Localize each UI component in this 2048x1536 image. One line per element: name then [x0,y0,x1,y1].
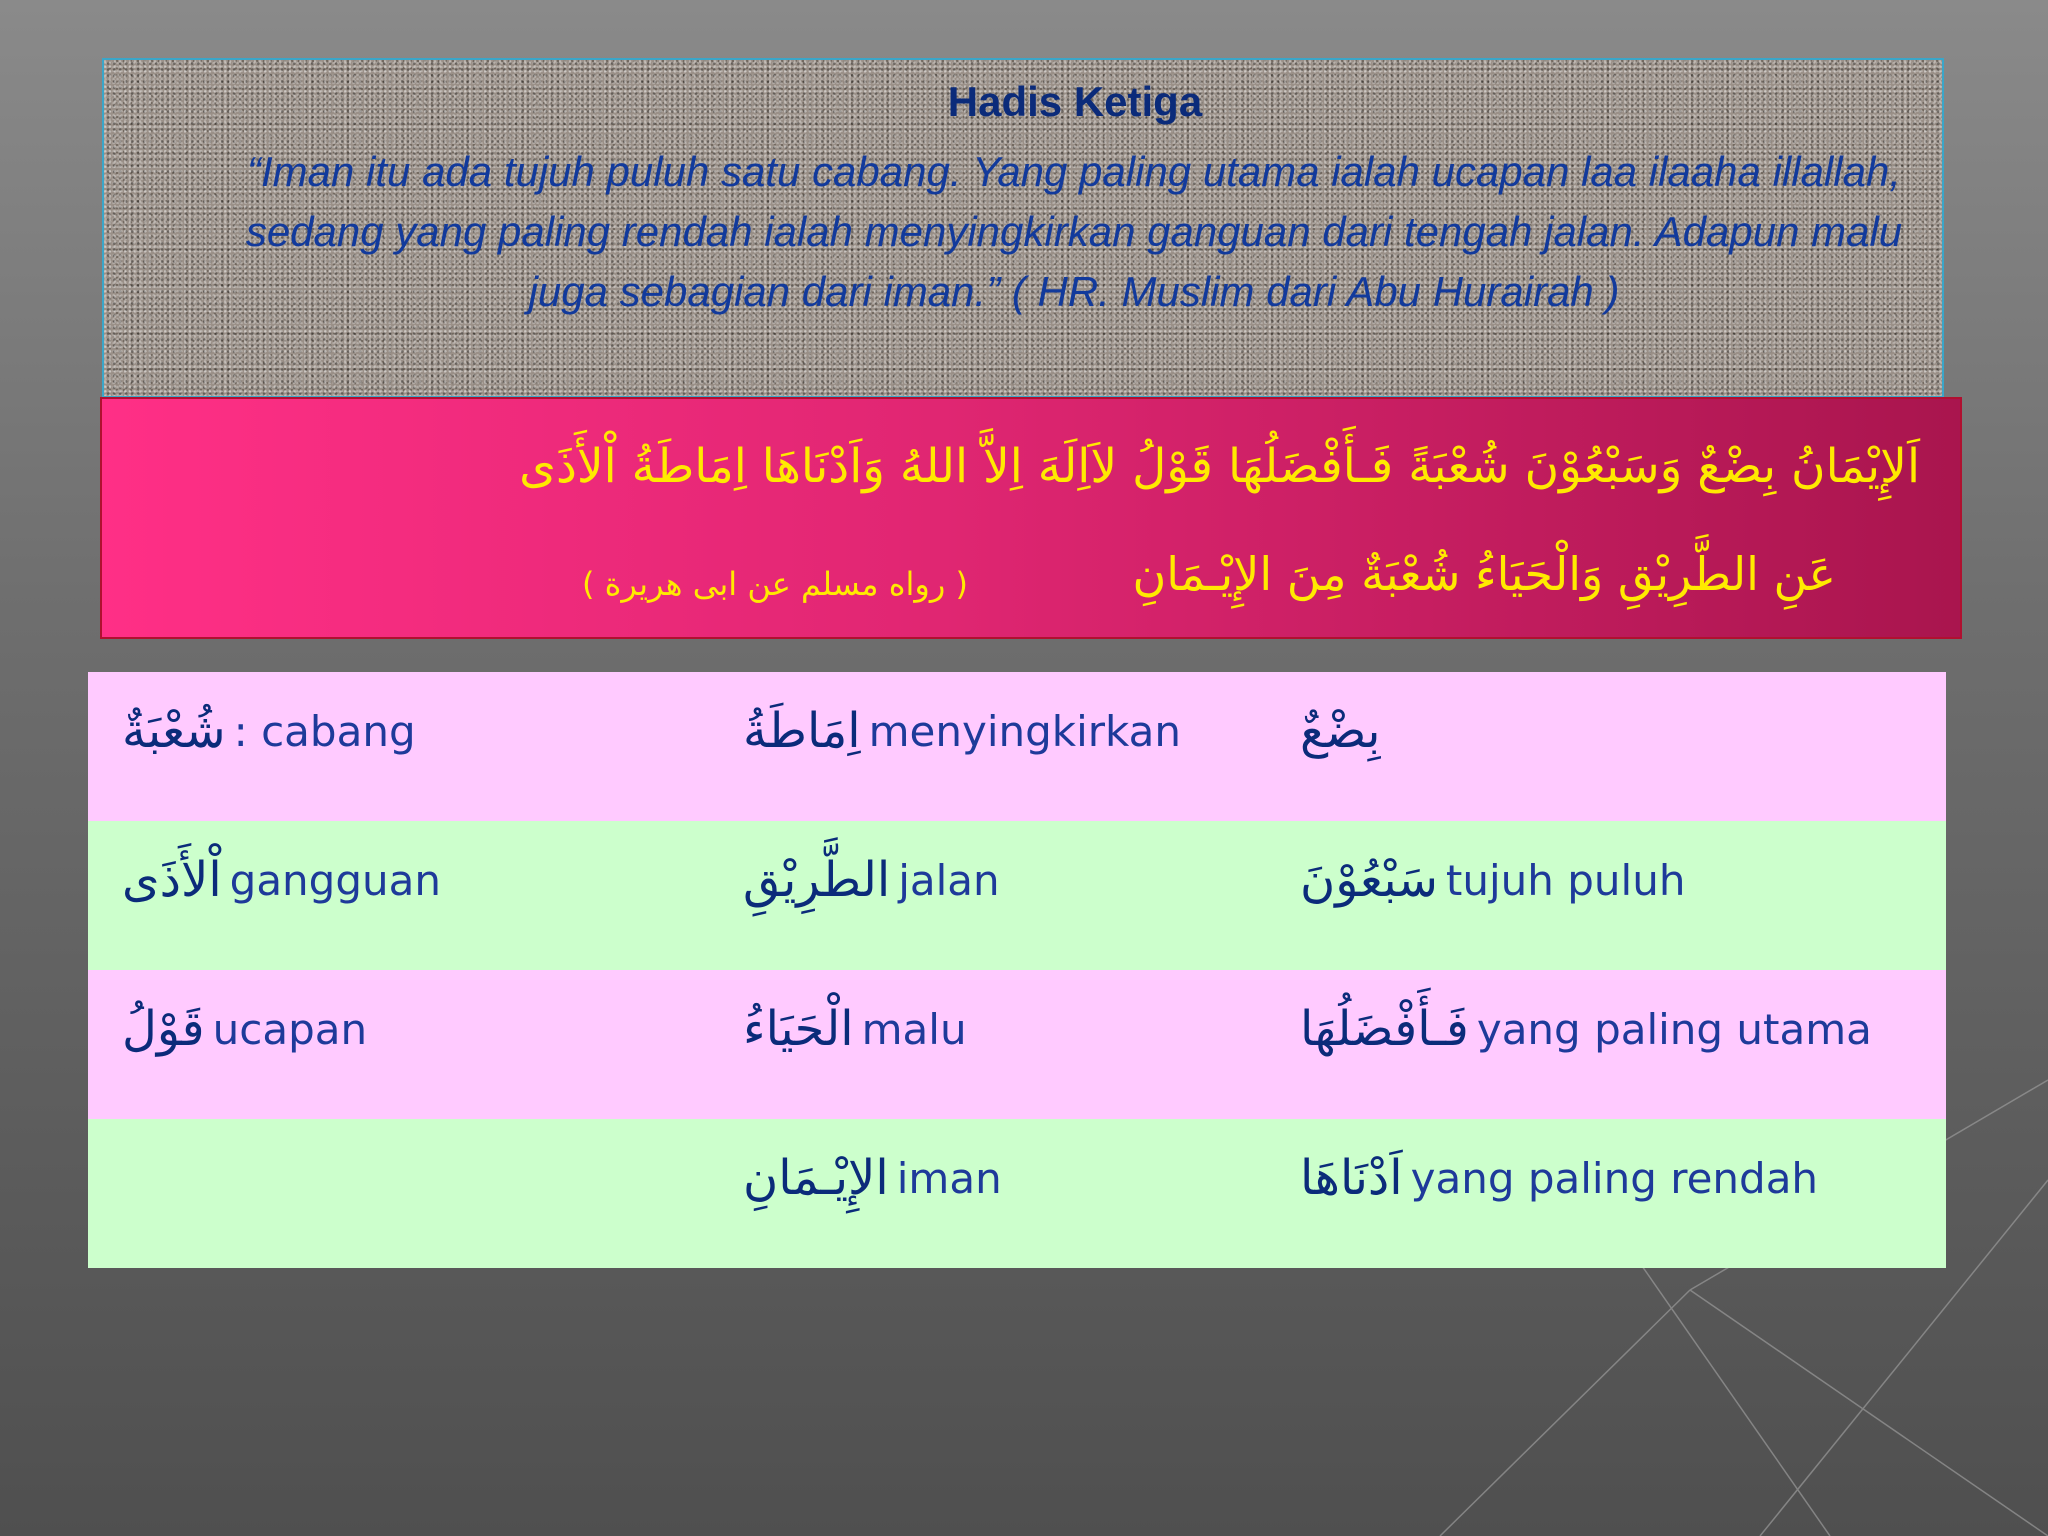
arabic-line-2: عَنِ الطَّرِيْقِ وَالْحَيَاءُ شُعْبَةٌ مِنَ الإِيْـمَانِ [1132,547,1836,601]
arabic-reference: ( رواه مسلم عن ابى هريرة ) [582,565,968,603]
meaning: ucapan [212,1004,368,1054]
hadith-translation: “Iman itu ada tujuh puluh satu cabang. Yang paling utama ialah ucapan laa ilaaha illallah, sedang yang paling rendah ialah menyingkirkan ganguan dari tengah jalan. Adapun malu juga sebagian dari iman.” ( HR. Muslim dari Abu Hurairah ) [245,148,1903,315]
vocab-cell [122,845,441,915]
meaning: gangguan [229,855,441,905]
vocab-cell [1300,994,1872,1064]
meaning: : cabang [233,706,416,756]
table-row [88,970,1946,1119]
meaning: menyingkirkan [868,706,1181,756]
meaning: yang paling rendah [1410,1153,1819,1203]
table-row [88,821,1946,970]
vocab-cell [122,1143,130,1213]
arabic-word: بِضْعٌ [1300,703,1381,759]
vocab-cell [122,696,416,766]
meaning: malu [861,1004,967,1054]
vocab-cell [743,696,1181,766]
vocabulary-table [88,672,1946,1268]
arabic-word: الإِيْـمَانِ [743,1150,889,1206]
arabic-word: شُعْبَةٌ [122,703,226,759]
vocab-cell [1300,845,1685,915]
vocab-cell [1300,1143,1818,1213]
meaning: tujuh puluh [1445,855,1686,905]
hadith-title: Hadis Ketiga [947,78,1203,125]
meaning: jalan [898,855,1000,905]
arabic-word: اْلأَذَى [122,852,222,908]
vocab-cell [743,845,1000,915]
arabic-word: سَبْعُوْنَ [1300,852,1438,908]
arabic-word: فَـأَفْضَلُهَا [1300,1001,1469,1057]
meaning: yang paling utama [1476,1004,1872,1054]
arabic-line-1: اَلإِيْمَانُ بِضْعٌ وَسَبْعُوْنَ شُعْبَةً فَـأَفْضَلُهَا قَوْلُ لاَاِلَهَ اِلاَّ اللهُ وَاَدْنَاهَا اِمَاطَةُ اْلأَذَى [519,439,1920,494]
vocab-cell [743,1143,1002,1213]
vocab-cell [743,994,967,1064]
meaning: iman [896,1153,1002,1203]
arabic-word: الطَّرِيْقِ [743,852,891,908]
arabic-word: اَدْنَاهَا [1300,1150,1403,1206]
arabic-hadith-banner [100,397,1962,639]
arabic-word: اِمَاطَةُ [743,703,861,759]
arabic-word: قَوْلُ [122,1001,205,1057]
table-row [88,1119,1946,1268]
vocab-cell [122,994,367,1064]
arabic-word: الْحَيَاءُ [743,1001,854,1057]
table-row [88,672,1946,821]
hadith-text-box [102,58,1944,398]
vocab-cell [1300,696,1389,766]
